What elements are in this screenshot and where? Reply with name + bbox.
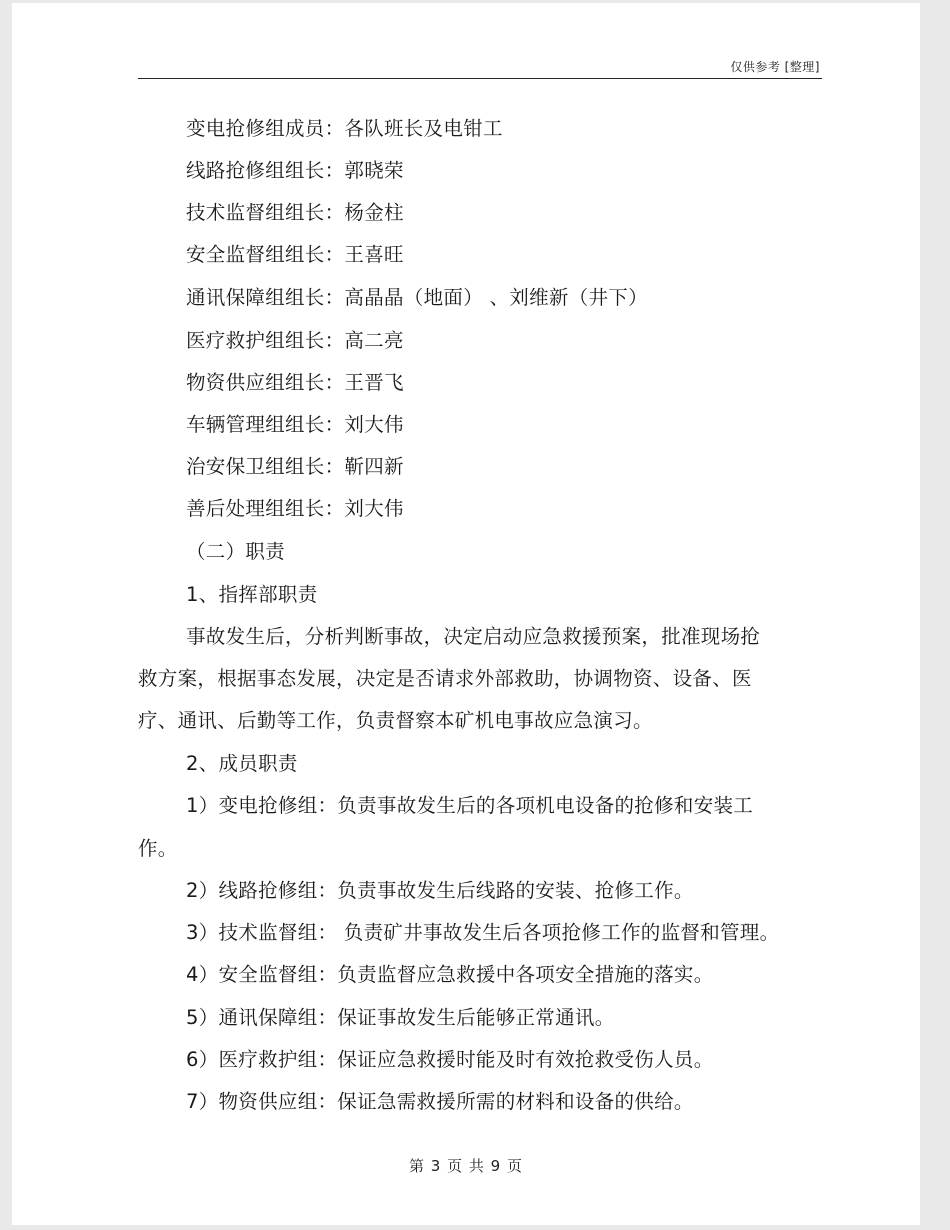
list-item: 7）物资供应组：保证急需救援所需的材料和设备的供给。 [186, 1090, 694, 1113]
text-line: 变电抢修组成员：各队班长及电钳工 [186, 117, 503, 140]
text-line: 安全监督组组长：王喜旺 [186, 243, 404, 266]
text-line: 技术监督组组长：杨金柱 [186, 201, 404, 224]
subsection-heading: 1、指挥部职责 [186, 583, 318, 606]
section-heading: （二）职责 [186, 540, 286, 563]
header-note: 仅供参考 [整理] [730, 60, 820, 74]
text-line: 治安保卫组组长：靳四新 [186, 455, 404, 478]
list-item-continuation: 作。 [138, 837, 178, 860]
text-line: 医疗救护组组长：高二亮 [186, 329, 404, 352]
text-line: 善后处理组组长：刘大伟 [186, 497, 404, 520]
list-item: 5）通讯保障组：保证事故发生后能够正常通讯。 [186, 1006, 615, 1029]
list-item: 4）安全监督组：负责监督应急救援中各项安全措施的落实。 [186, 963, 714, 986]
list-item: 2）线路抢修组：负责事故发生后线路的安装、抢修工作。 [186, 879, 694, 902]
list-item: 6）医疗救护组：保证应急救援时能及时有效抢救受伤人员。 [186, 1048, 714, 1071]
document-page [12, 3, 920, 1225]
list-item: 1）变电抢修组：负责事故发生后的各项机电设备的抢修和安装工 [186, 794, 754, 817]
text-line: 车辆管理组组长：刘大伟 [186, 413, 404, 436]
paragraph-line: 事故发生后，分析判断事故，决定启动应急救援预案，批准现场抢 [186, 625, 761, 648]
paragraph-line: 疗、通讯、后勤等工作，负责督察本矿机电事故应急演习。 [138, 709, 653, 732]
text-line: 通讯保障组组长：高晶晶（地面） 、刘维新（井下） [186, 286, 648, 309]
page-header [138, 55, 822, 79]
subsection-heading: 2、成员职责 [186, 752, 298, 775]
text-line: 线路抢修组组长：郭晓荣 [186, 159, 404, 182]
text-line: 物资供应组组长：王晋飞 [186, 371, 404, 394]
page-number: 第 3 页 共 9 页 [409, 1157, 523, 1175]
list-item: 3）技术监督组： 负责矿井事故发生后各项抢修工作的监督和管理。 [186, 921, 780, 944]
paragraph-line: 救方案，根据事态发展，决定是否请求外部救助，协调物资、设备、医 [138, 667, 752, 690]
